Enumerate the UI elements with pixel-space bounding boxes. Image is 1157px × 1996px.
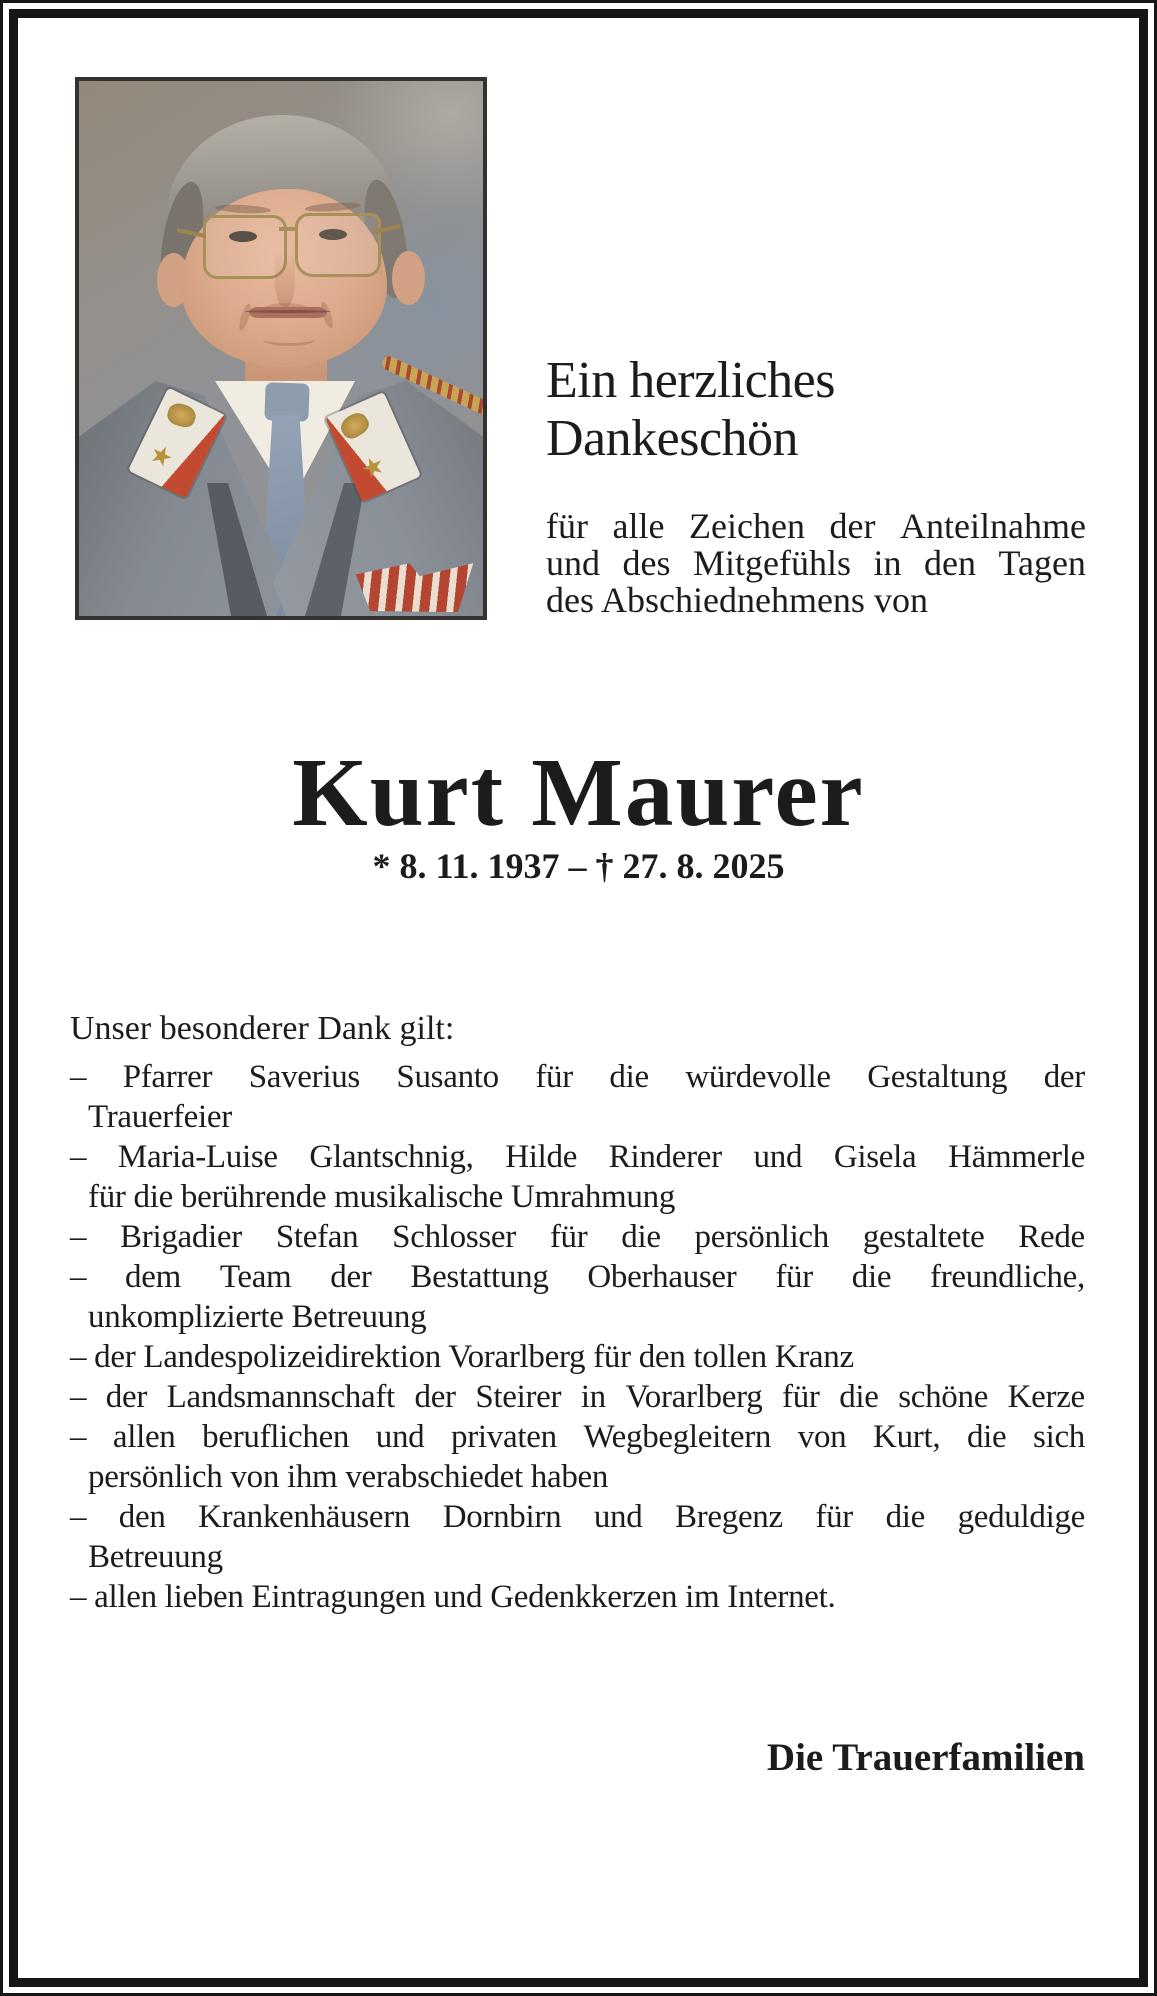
text-line: des Abschiednehmens von	[546, 580, 928, 620]
thanks-item	[70, 1217, 1085, 1257]
text-line: – Pfarrer Saverius Susanto für die würdevolle Gestaltung der	[70, 1059, 1085, 1095]
thanks-item	[70, 1497, 1085, 1577]
gold-star-insignia: ★	[144, 437, 179, 475]
text-line: – der Landsmannschaft der Steirer in Vorarlberg für die schöne Kerze	[70, 1379, 1085, 1415]
gold-star-insignia: ★	[356, 449, 390, 486]
text-line: – Maria-Luise Glantschnig, Hilde Rinderer und Gisela Hämmerle	[70, 1139, 1085, 1175]
thanks-item	[70, 1137, 1085, 1217]
thanks-item	[70, 1577, 1085, 1617]
chin-crease	[263, 333, 315, 346]
text-line: persönlich von ihm verabschiedet haben	[88, 1459, 609, 1495]
life-dates: * 8. 11. 1937 – † 27. 8. 2025	[372, 846, 785, 886]
text-line: für alle Zeichen der Anteilnahme	[546, 506, 1086, 546]
text-line: – den Krankenhäusern Dornbirn und Bregenz für die geduldige	[70, 1499, 1085, 1535]
thanks-list	[70, 1057, 1085, 1617]
mouth-line	[245, 310, 331, 313]
heading-line-1: Ein herzliches	[546, 352, 835, 409]
thanks-header: Unser besonderer Dank gilt:	[70, 1010, 455, 1047]
deceased-name: Kurt Maurer	[292, 739, 865, 846]
text-line: – dem Team der Bestattung Oberhauser für die freundliche,	[70, 1259, 1085, 1295]
heading-line-2: Dankeschön	[546, 410, 799, 467]
glasses-bridge	[279, 227, 297, 231]
thanks-item	[70, 1377, 1085, 1417]
text-line: Trauerfeier	[88, 1099, 232, 1135]
thanks-item	[70, 1337, 1085, 1377]
text-line: und des Mitgefühls in den Tagen	[546, 543, 1086, 583]
thanks-item	[70, 1417, 1085, 1497]
text-line: Betreuung	[88, 1539, 223, 1575]
text-line: – der Landespolizeidirektion Vorarlberg für den tollen Kranz	[70, 1339, 854, 1375]
signature: Die Trauerfamilien	[766, 1736, 1085, 1779]
intro-paragraph	[546, 508, 1086, 619]
gold-eagle-insignia	[337, 409, 372, 442]
thanks-item	[70, 1257, 1085, 1337]
nose	[275, 249, 295, 307]
gold-eagle-insignia	[165, 400, 198, 430]
text-line: – allen lieben Eintragungen und Gedenkkerzen im Internet.	[70, 1579, 836, 1615]
text-line: unkomplizierte Betreuung	[88, 1299, 427, 1335]
thanks-item	[70, 1057, 1085, 1137]
portrait-photo	[75, 77, 487, 620]
ear-right	[392, 251, 425, 305]
notice-heading	[546, 352, 835, 468]
text-line: – Brigadier Stefan Schlosser für die persönlich gestaltete Rede	[70, 1219, 1085, 1255]
text-line: für die berührende musikalische Umrahmung	[88, 1179, 676, 1215]
glasses-lens-right	[295, 213, 381, 277]
text-line: – allen beruflichen und privaten Wegbegleitern von Kurt, die sich	[70, 1419, 1085, 1455]
